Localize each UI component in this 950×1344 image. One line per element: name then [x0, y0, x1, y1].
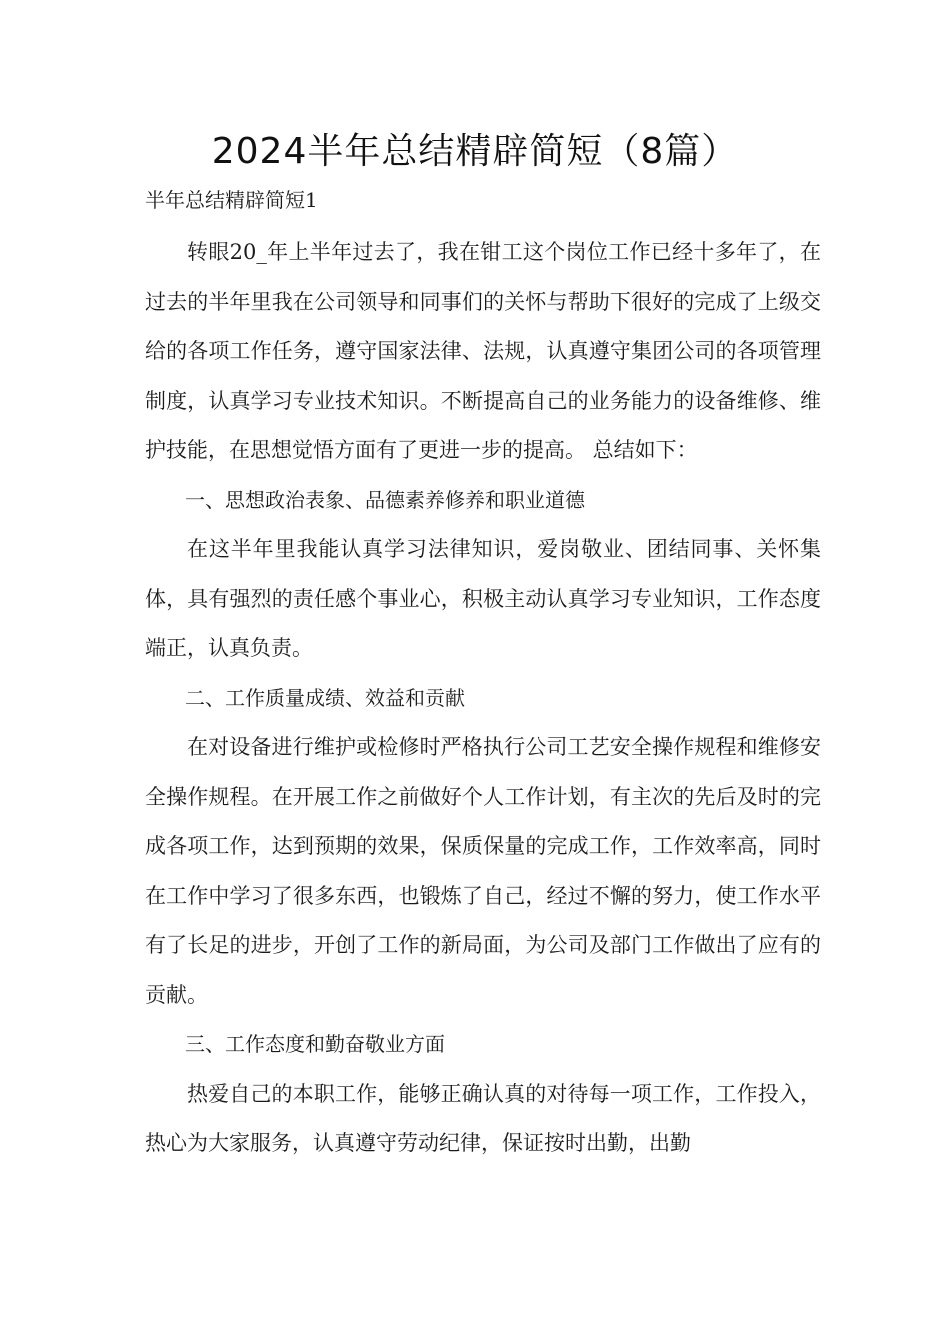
document-subtitle: 半年总结精辟简短1 [145, 188, 318, 212]
section-heading-1: 一、思想政治表象、品德素养修养和职业道德 [185, 487, 585, 512]
document-body [145, 228, 821, 1169]
paragraph-section-2: 在对设备进行维护或检修时严格执行公司工艺安全操作规程和维修安全操作规程。在开展工作之前做好个人工作计划，有主次的先后及时的完成各项工作，达到预期的效果，保质保量的完成工作，工作效率高，同时在工作中学习了很多东西，也锻炼了自己，经过不懈的努力，使工作水平有了长足的进步，开创了工作的新局面，为公司及部门工作做出了应有的贡献。 [145, 735, 821, 1007]
paragraph-intro: 转眼20_年上半年过去了，我在钳工这个岗位工作已经十多年了，在过去的半年里我在公司领导和同事们的关怀与帮助下很好的完成了上级交给的各项工作任务，遵守国家法律、法规，认真遵守集团公司的各项管理制度，认真学习专业技术知识。不断提高自己的业务能力的设备维修、维护技能，在思想觉悟方面有了更进一步的提高。 总结如下： [145, 240, 821, 462]
document-title: 2024半年总结精辟简短（8篇） [211, 131, 739, 172]
section-heading-2: 二、工作质量成绩、效益和贡献 [185, 685, 465, 710]
section-heading-3: 三、工作态度和勤奋敬业方面 [185, 1032, 445, 1056]
paragraph-section-1: 在这半年里我能认真学习法律知识，爱岗敬业、团结同事、关怀集体，具有强烈的责任感个事业心，积极主动认真学习专业知识，工作态度端正，认真负责。 [145, 537, 821, 660]
paragraph-section-3: 热爱自己的本职工作，能够正确认真的对待每一项工作，工作投入，热心为大家服务，认真遵守劳动纪律，保证按时出勤，出勤 [145, 1081, 821, 1155]
